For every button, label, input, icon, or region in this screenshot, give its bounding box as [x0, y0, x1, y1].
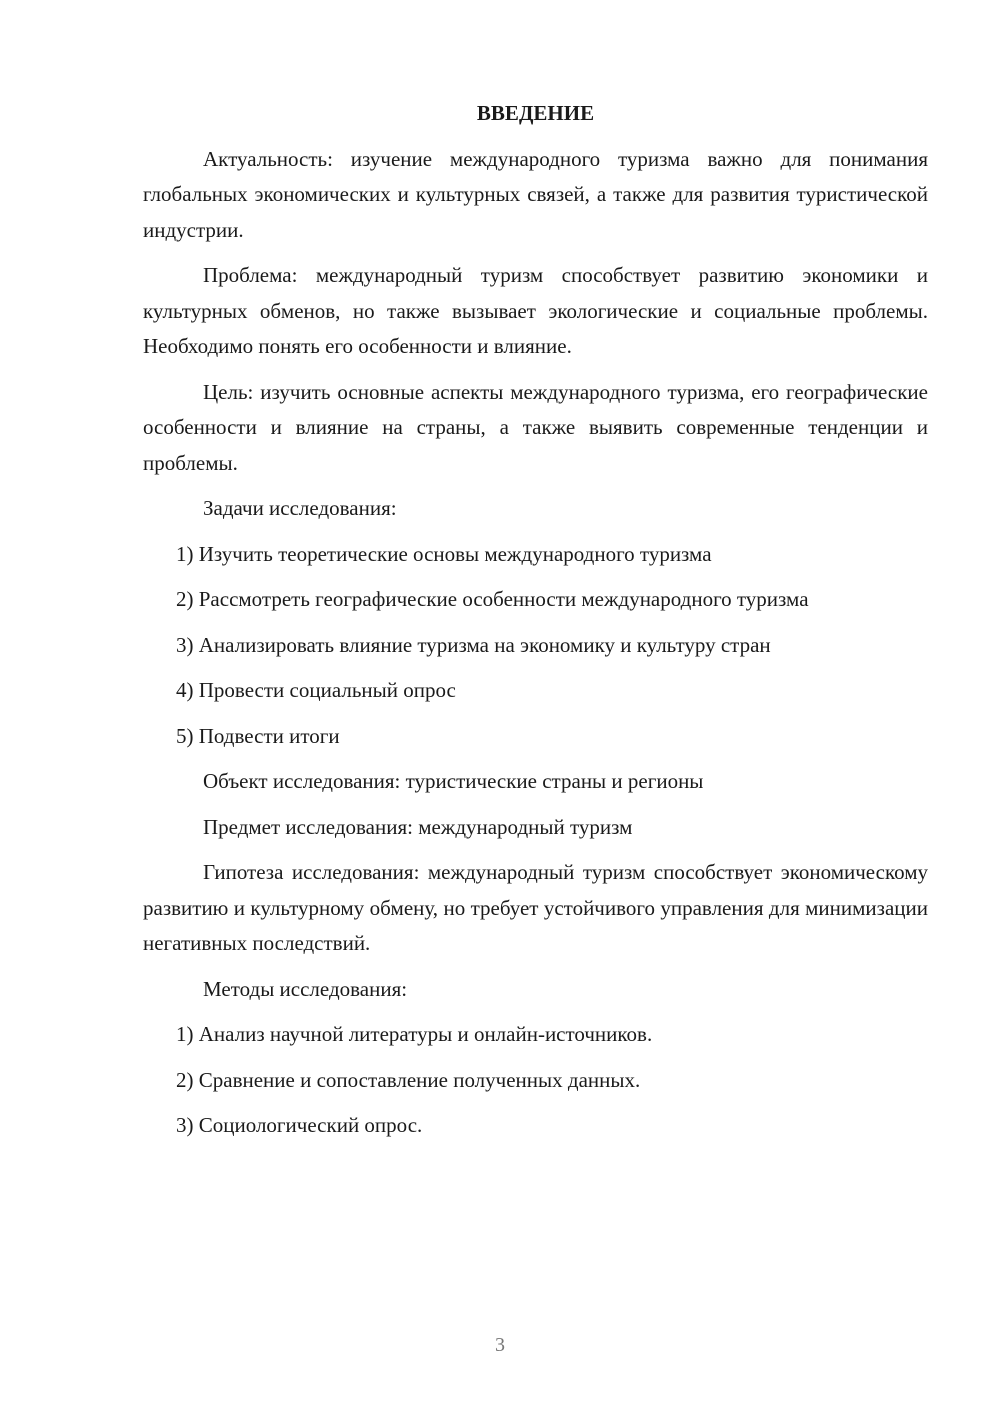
page-number: 3: [495, 1334, 505, 1356]
goal-paragraph: Цель: изучить основные аспекты международного туризма, его географические особенности и влияние на страны, а также выявить современные тенденции и проблемы.: [143, 379, 928, 475]
page-title: ВВЕДЕНИЕ: [476, 101, 595, 125]
list-item: 4) Провести социальный опрос: [176, 678, 456, 702]
relevance-paragraph: Актуальность: изучение международного туризма важно для понимания глобальных экономических и культурных связей, а также для развития туристической индустрии.: [143, 146, 928, 242]
list-item: 1) Изучить теоретические основы международного туризма: [176, 541, 712, 566]
hypothesis-paragraph: Гипотеза исследования: международный туризм способствует экономическому развитию и культурному обмену, но требует устойчивого управления для минимизации негативных последствий.: [143, 860, 928, 955]
list-item: 2) Рассмотреть географические особенности международного туризма: [176, 587, 809, 611]
list-item: 1) Анализ научной литературы и онлайн-источников.: [176, 1022, 653, 1046]
list-item: 3) Анализировать влияние туризма на экономику и культуру стран: [176, 632, 771, 657]
methods-heading: Методы исследования:: [203, 976, 408, 1001]
object-line: Объект исследования: туристические страны и регионы: [203, 769, 704, 793]
list-item: 2) Сравнение и сопоставление полученных данных.: [176, 1067, 641, 1092]
problem-paragraph: Проблема: международный туризм способствует развитию экономики и культурных обменов, но также вызывает экологические и социальные проблемы. Необходимо понять его особенности и влияние.: [143, 263, 928, 358]
list-item: 5) Подвести итоги: [176, 723, 340, 748]
page-content: [143, 96, 928, 1154]
list-item: 3) Социологический опрос.: [176, 1113, 423, 1137]
tasks-heading: Задачи исследования:: [203, 496, 397, 520]
tasks-list: [143, 537, 928, 755]
subject-line: Предмет исследования: международный туризм: [203, 814, 633, 839]
methods-list: [143, 1017, 928, 1144]
